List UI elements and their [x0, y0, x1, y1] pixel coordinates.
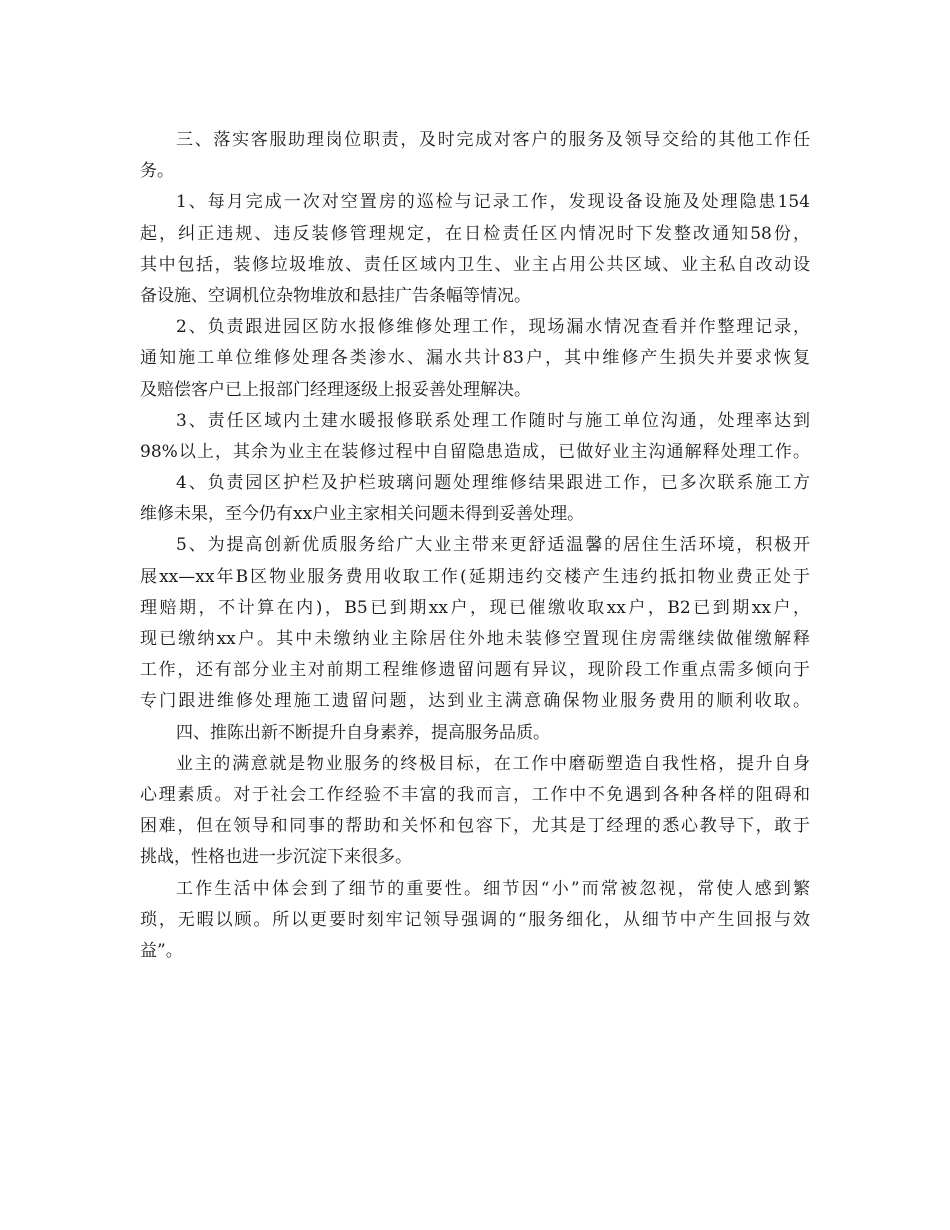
- text-line: 展xx—xx年B区物业服务费用收取工作(延期违约交楼产生违约抵扣物业费正处于: [140, 566, 810, 587]
- document-body: [140, 125, 810, 967]
- text-line: 5、为提高创新优质服务给广大业主带来更舒适温馨的居住生活环境，积极开: [176, 535, 810, 556]
- text-line: 三、落实客服助理岗位职责，及时完成对客户的服务及领导交给的其他工作任: [176, 130, 810, 150]
- text-line: 及赔偿客户已上报部门经理逐级上报妥善处理解决。: [140, 379, 531, 400]
- text-line: 理赔期，不计算在内)，B5已到期xx户，现已催缴收取xx户，B2已到期xx户，: [140, 597, 810, 618]
- text-line: 专门跟进维修处理施工遗留问题，达到业主满意确保物业服务费用的顺利收取。: [140, 691, 810, 712]
- text-line: 四、推陈出新不断提升自身素养，提高服务品质。: [176, 722, 550, 743]
- text-line: 98%以上，其余为业主在装修过程中自留隐患造成，已做好业主沟通解释处理工作。: [140, 441, 810, 462]
- text-line: 2、负责跟进园区防水报修维修处理工作，现场漏水情况查看并作整理记录，: [176, 317, 810, 338]
- text-line: 3、责任区域内土建水暖报修联系处理工作随时与施工单位沟通，处理率达到: [176, 410, 810, 431]
- text-line: 益”。: [140, 940, 183, 961]
- text-line: 通知施工单位维修处理各类渗水、漏水共计83户，其中维修产生损失并要求恢复: [140, 348, 810, 369]
- text-line: 困难，但在领导和同事的帮助和关怀和包容下，尤其是丁经理的悉心教导下，敢于: [140, 816, 810, 837]
- text-line: 挑战，性格也进一步沉淀下来很多。: [140, 847, 412, 868]
- text-line: 1、每月完成一次对空置房的巡检与记录工作，发现设备设施及处理隐患154: [176, 192, 810, 213]
- text-line: 现已缴纳xx户。其中未缴纳业主除居住外地未装修空置现住房需继续做催缴解释: [140, 629, 810, 649]
- text-line: 其中包括，装修垃圾堆放、责任区域内卫生、业主占用公共区域、业主私自改动设: [140, 254, 810, 275]
- text-line: 务。: [140, 161, 174, 182]
- text-line: 起，纠正违规、违反装修管理规定，在日检责任区内情况时下发整改通知58份，: [140, 223, 810, 244]
- text-line: 维修未果，至今仍有xx户业主家相关问题未得到妥善处理。: [140, 504, 585, 525]
- text-line: 工作生活中体会到了细节的重要性。细节因“小”而常被忽视，常使人感到繁: [176, 878, 810, 899]
- text-line: 心理素质。对于社会工作经验不丰富的我而言，工作中不免遇到各种各样的阻碍和: [140, 784, 810, 805]
- text-line: 琐，无暇以顾。所以更要时刻牢记领导强调的“服务细化，从细节中产生回报与效: [140, 909, 810, 930]
- text-line: 工作，还有部分业主对前期工程维修遗留问题有异议，现阶段工作重点需多倾向于: [140, 660, 810, 681]
- text-line: 备设施、空调机位杂物堆放和悬挂广告条幅等情况。: [140, 285, 531, 306]
- text-line: 4、负责园区护栏及护栏玻璃问题处理维修结果跟进工作，已多次联系施工方: [176, 473, 810, 494]
- text-line: 业主的满意就是物业服务的终极目标，在工作中磨砺塑造自我性格，提升自身: [176, 753, 810, 774]
